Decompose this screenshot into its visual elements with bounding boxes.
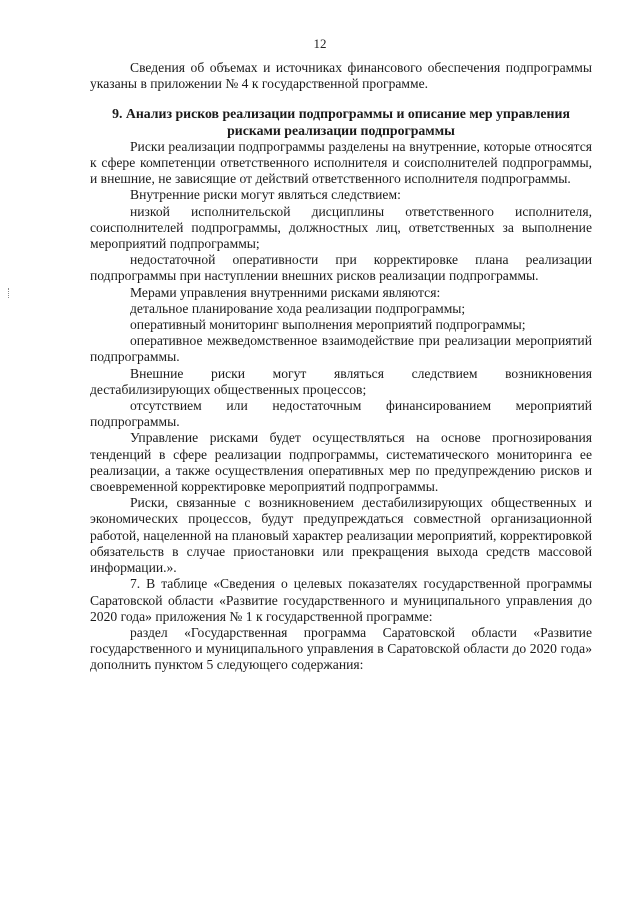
paragraph-5: Мерами управления внутренними рисками являются: [130, 284, 441, 300]
paragraph-11: Управление рисками будет осуществляться на основе прогнозирования тенденций в сфере реализации подпрограммы, систематического мониторинга ее реализации, а также осуществления оперативных мер по предупреждению рисков и своевременной корректировке мероприятий подпрограммы. [90, 430, 592, 495]
margin-mark [8, 288, 11, 298]
paragraph-13: 7. В таблице «Сведения о целевых показателях государственной программы Саратовской области «Развитие государственного и муниципального управления до 2020 года» приложения № 1 к государственной программе: [90, 576, 592, 624]
paragraph-2: Внутренние риски могут являться следствием: [130, 187, 401, 203]
paragraph-10: отсутствием или недостаточным финансированием мероприятий подпрограммы. [90, 398, 592, 430]
paragraph-8: оперативное межведомственное взаимодействие при реализации мероприятий подпрограммы. [90, 333, 592, 365]
paragraph-1: Риски реализации подпрограммы разделены на внутренние, которые относятся к сфере компетенции ответственного исполнителя и соисполнителей подпрограммы, и внешние, не зависящие от действий ответственного исполнителя подпрограммы. [90, 138, 592, 187]
section-heading: 9. Анализ рисков реализации подпрограммы и описание мер управления рисками реализации подпрограммы [112, 106, 570, 138]
page-number: 12 [313, 36, 327, 51]
paragraph-7: оперативный мониторинг выполнения мероприятий подпрограммы; [130, 317, 526, 333]
paragraph-12: Риски, связанные с возникновением дестабилизирующих общественных и экономических процессов, будут предупреждаться совместной организационной работой, нацеленной на плановый характер реализации мероприятий, корректировкой обязательств в случае приостановки или прекращения выхода средств массовой информации.». [90, 495, 592, 576]
document-body [90, 60, 592, 674]
paragraph-14: раздел «Государственная программа Саратовской области «Развитие государственного и муниципального управления в Саратовской области до 2020 года» дополнить пунктом 5 следующего содержания: [90, 624, 592, 673]
intro-paragraph: Сведения об объемах и источниках финансового обеспечения подпрограммы указаны в приложении № 4 к государственной программе. [90, 60, 592, 92]
paragraph-4: недостаточной оперативности при корректировке плана реализации подпрограммы при наступлении внешних рисков реализации подпрограммы. [90, 252, 592, 284]
paragraph-3: низкой исполнительской дисциплины ответственного исполнителя, соисполнителей подпрограммы, должностных лиц, ответственных за выполнение мероприятий подпрограммы; [90, 203, 592, 252]
paragraph-6: детальное планирование хода реализации подпрограммы; [130, 300, 466, 316]
paragraph-9: Внешние риски могут являться следствием возникновения дестабилизирующих общественных процессов; [90, 365, 592, 397]
